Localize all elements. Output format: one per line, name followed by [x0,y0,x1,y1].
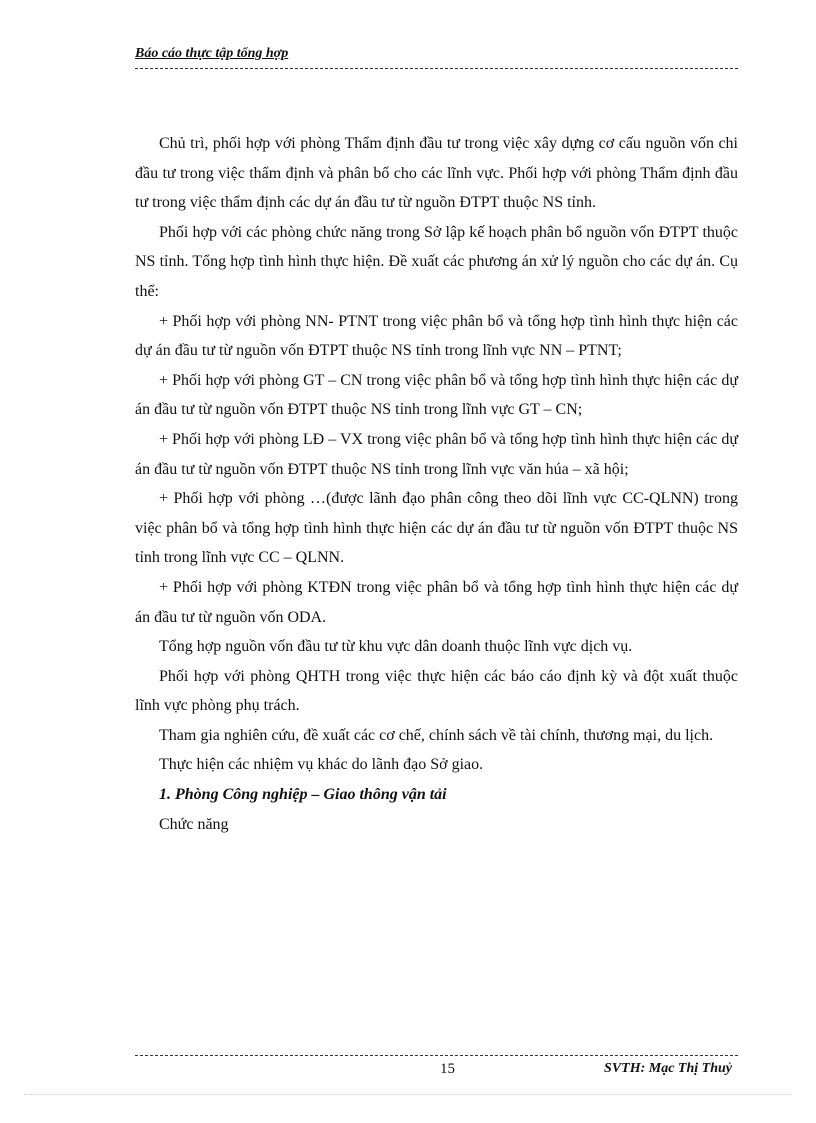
document-body [135,129,738,839]
page-footer [135,1055,738,1080]
paragraph: Tổng hợp nguồn vốn đầu tư từ khu vực dân doanh thuộc lĩnh vực dịch vụ. [159,638,633,656]
page-header [135,44,738,69]
paragraph: + Phối hợp với phòng GT – CN trong việc phân bổ và tổng hợp tình hình thực hiện các dự án đầu tư từ nguồn vốn ĐTPT thuộc NS tỉnh trong lĩnh vực GT – CN; [135,371,738,419]
footer-author: SVTH: Mạc Thị Thuỷ [604,1061,732,1076]
paragraph: + Phối hợp với phòng KTĐN trong việc phân bổ và tổng hợp tình hình thực hiện các dự án đầu tư từ nguồn vốn ODA. [135,578,738,626]
section-heading: 1. Phòng Công nghiệp – Giao thông vận tải [159,786,447,804]
paragraph: Tham gia nghiên cứu, đề xuất các cơ chế, chính sách về tài chính, thương mại, du lịch. [159,726,714,744]
paragraph: + Phối hợp với phòng …(được lãnh đạo phân công theo dõi lĩnh vực CC-QLNN) trong việc phân bổ và tổng hợp tình hình thực hiện các dự án đầu tư từ nguồn vốn ĐTPT thuộc NS tỉnh trong lĩnh vực CC – QLNN. [135,490,738,567]
paragraph: Phối hợp với các phòng chức năng trong Sở lập kế hoạch phân bổ nguồn vốn ĐTPT thuộc NS tỉnh. Tổng hợp tình hình thực hiện. Đề xuất các phương án xử lý nguồn cho các dự án. Cụ thể: [135,223,738,300]
paragraph: Chủ trì, phối hợp với phòng Thẩm định đầu tư trong việc xây dựng cơ cấu nguồn vốn chi đầu tư trong việc thẩm định và phân bổ cho các lĩnh vực. Phối hợp với phòng Thẩm định đầu tư trong việc thẩm định các dự án đầu tư từ nguồn ĐTPT thuộc NS tỉnh. [135,135,738,212]
paragraph: Thực hiện các nhiệm vụ khác do lãnh đạo Sở giao. [159,756,484,774]
header-title: Báo cáo thực tập tổng hợp [135,46,289,61]
paragraph: + Phối hợp với phòng LĐ – VX trong việc phân bổ và tổng hợp tình hình thực hiện các dự án đầu tư từ nguồn vốn ĐTPT thuộc NS tỉnh trong lĩnh vực văn húa – xã hội; [135,430,738,478]
page-number: 15 [440,1061,455,1077]
section-subheading: Chức năng [159,815,229,833]
page-edge-divider [24,1094,792,1095]
paragraph: + Phối hợp với phòng NN- PTNT trong việc phân bổ và tổng hợp tình hình thực hiện các dự án đầu tư từ nguồn vốn ĐTPT thuộc NS tỉnh trong lĩnh vực NN – PTNT; [135,312,738,360]
paragraph: Phối hợp với phòng QHTH trong việc thực hiện các báo cáo định kỳ và đột xuất thuộc lĩnh vực phòng phụ trách. [135,667,738,715]
